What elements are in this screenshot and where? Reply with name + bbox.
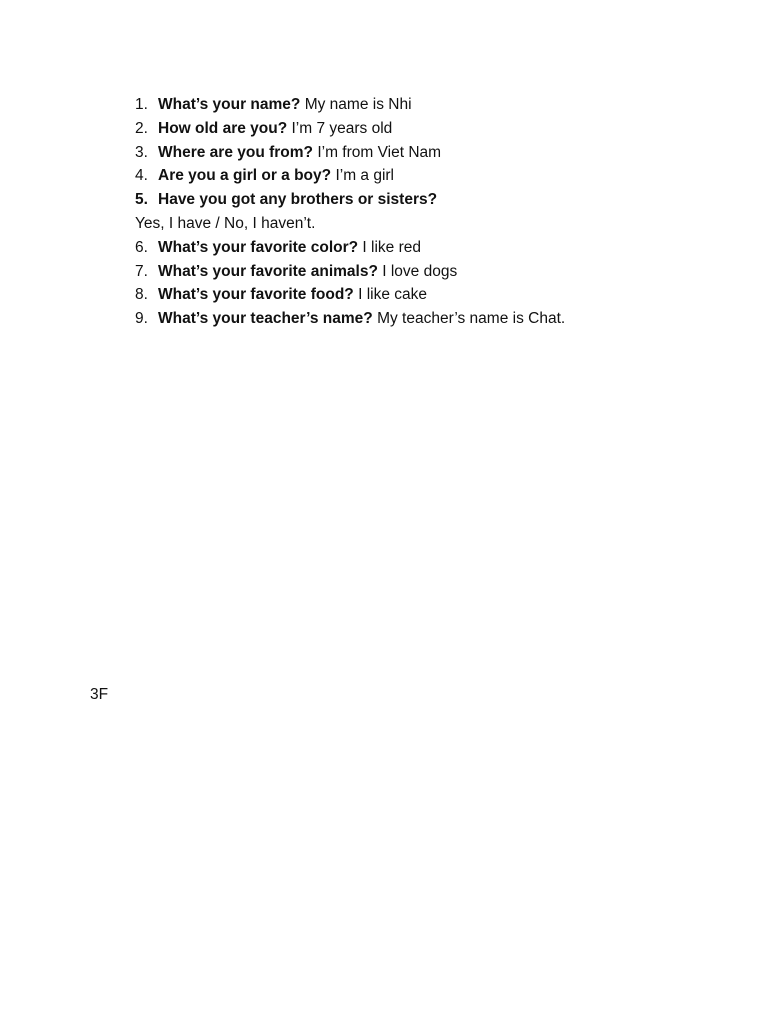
question-text: How old are you? [158, 119, 288, 137]
item-number: 6. [135, 238, 148, 256]
list-item [135, 93, 565, 117]
item-number: 5. [135, 191, 148, 209]
item-number: 2. [135, 119, 148, 137]
answer-text: I’m from Viet Nam [317, 143, 442, 161]
list-item [135, 141, 565, 165]
item-number: 8. [135, 286, 148, 304]
answer-text: My name is Nhi [304, 96, 412, 113]
answer-text: I’m a girl [335, 167, 395, 185]
question-text: Where are you from? [158, 143, 314, 161]
question-text: What’s your name? [158, 96, 301, 113]
item-number: 4. [135, 167, 148, 185]
answer-text: I like cake [358, 286, 427, 304]
list-item [135, 283, 565, 307]
answer-text: I like red [362, 238, 421, 256]
question-answer-list [135, 93, 565, 331]
question-text: What’s your favorite food? [158, 286, 354, 304]
item-number: 1. [135, 96, 148, 113]
item-number: 3. [135, 143, 148, 161]
answer-text: My teacher’s name is Chat. [377, 310, 566, 328]
question-text: What’s your teacher’s name? [158, 310, 373, 328]
question-text: Are you a girl or a boy? [158, 167, 332, 185]
item-number: 7. [135, 262, 148, 280]
answer-text: I’m 7 years old [291, 119, 393, 137]
list-item [135, 307, 565, 331]
list-item [135, 117, 565, 141]
question-text: What’s your favorite color? [158, 238, 359, 256]
list-item [135, 164, 565, 188]
list-item [135, 236, 565, 260]
question-text: Have you got any brothers or sisters? [158, 191, 438, 209]
list-item [135, 260, 565, 284]
item-number: 9. [135, 310, 148, 328]
answer-text: I love dogs [382, 262, 458, 280]
footer-note: 3F [90, 686, 109, 703]
list-item [135, 188, 565, 212]
answer-line: Yes, I have / No, I haven’t. [135, 214, 316, 232]
question-text: What’s your favorite animals? [158, 262, 378, 280]
